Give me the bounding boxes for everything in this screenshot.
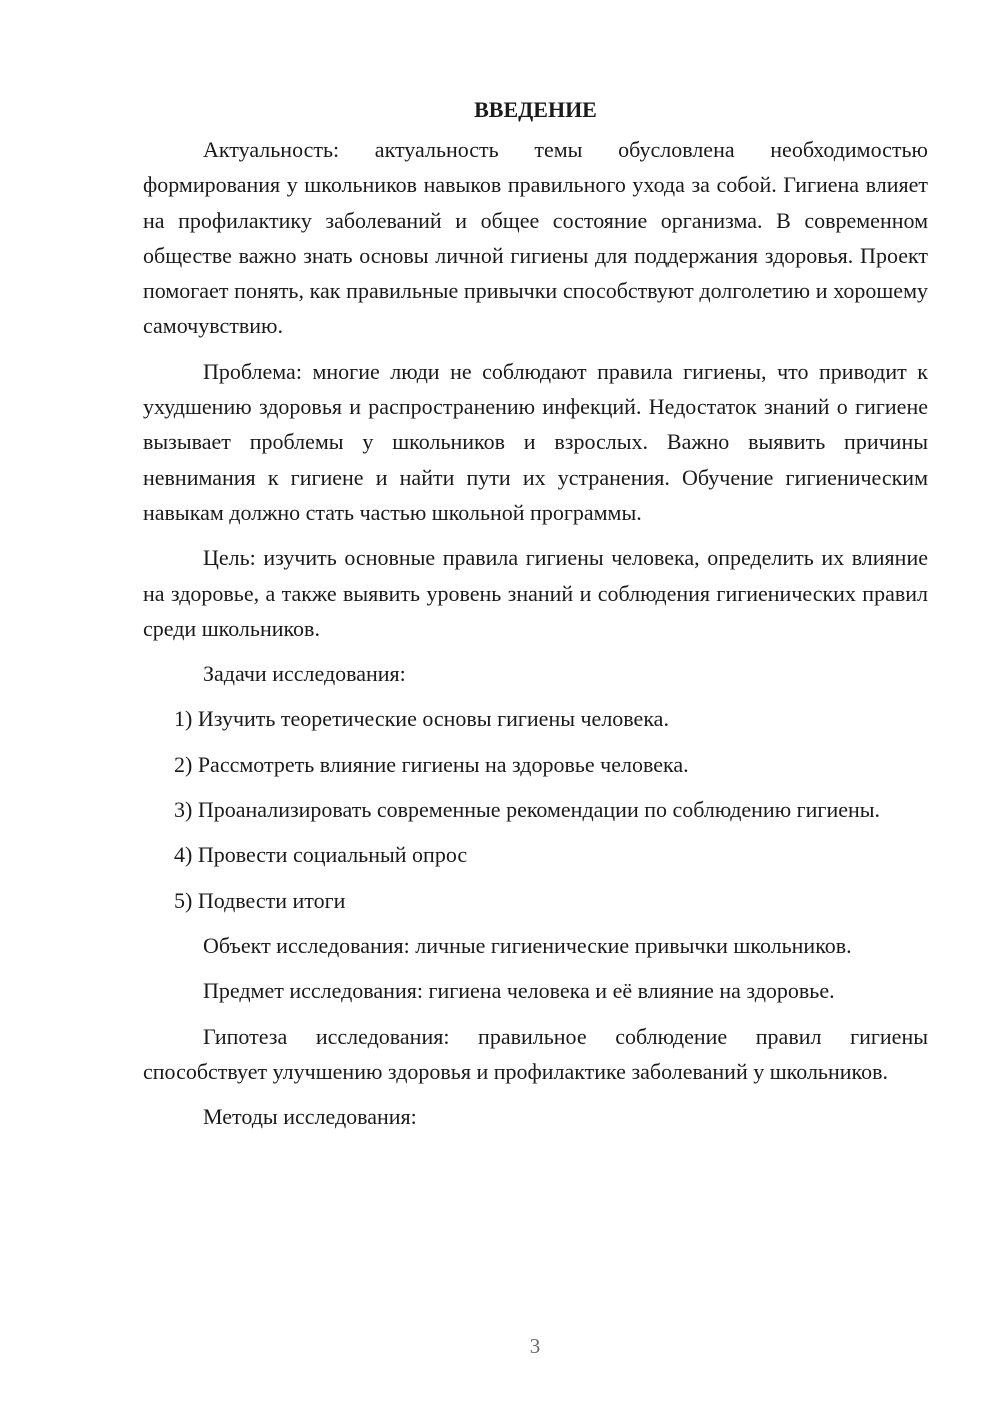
page-number: 3: [529, 1334, 541, 1358]
object-paragraph: Объект исследования: личные гигиенические привычки школьников.: [203, 932, 852, 958]
hypothesis-paragraph: Гипотеза исследования: правильное соблюдение правил гигиены способствует улучшению здоровья и профилактике заболеваний у школьников.: [143, 1023, 928, 1084]
task-item: 4) Провести социальный опрос: [174, 842, 468, 868]
subject-paragraph: Предмет исследования: гигиена человека и её влияние на здоровье.: [203, 978, 835, 1004]
relevance-paragraph: Актуальность: актуальность темы обусловлена необходимостью формирования у школьников навыков правильного ухода за собой. Гигиена влияет на профилактику заболеваний и общее состояние организма. В современном обществе важно знать основы личной гигиены для поддержания здоровья. Проект помогает понять, как правильные привычки способствуют долголетию и хорошему самочувствию.: [143, 137, 928, 339]
goal-paragraph: Цель: изучить основные правила гигиены человека, определить их влияние на здоровье, а также выявить уровень знаний и соблюдения гигиенических правил среди школьников.: [143, 545, 928, 641]
task-item: 3) Проанализировать современные рекомендации по соблюдению гигиены.: [174, 797, 881, 823]
methods-heading: Методы исследования:: [203, 1104, 417, 1130]
page-content: [143, 92, 928, 1134]
task-item: 1) Изучить теоретические основы гигиены человека.: [174, 706, 669, 732]
task-item: 5) Подвести итоги: [174, 887, 346, 913]
task-item: 2) Рассмотреть влияние гигиены на здоровье человека.: [174, 751, 689, 777]
section-title: ВВЕДЕНИЕ: [474, 97, 597, 122]
problem-paragraph: Проблема: многие люди не соблюдают правила гигиены, что приводит к ухудшению здоровья и распространению инфекций. Недостаток знаний о гигиене вызывает проблемы у школьников и взрослых. Важно выявить причины невнимания к гигиене и найти пути их устранения. Обучение гигиеническим навыкам должно стать частью школьной программы.: [143, 358, 928, 525]
tasks-heading: Задачи исследования:: [203, 661, 406, 687]
